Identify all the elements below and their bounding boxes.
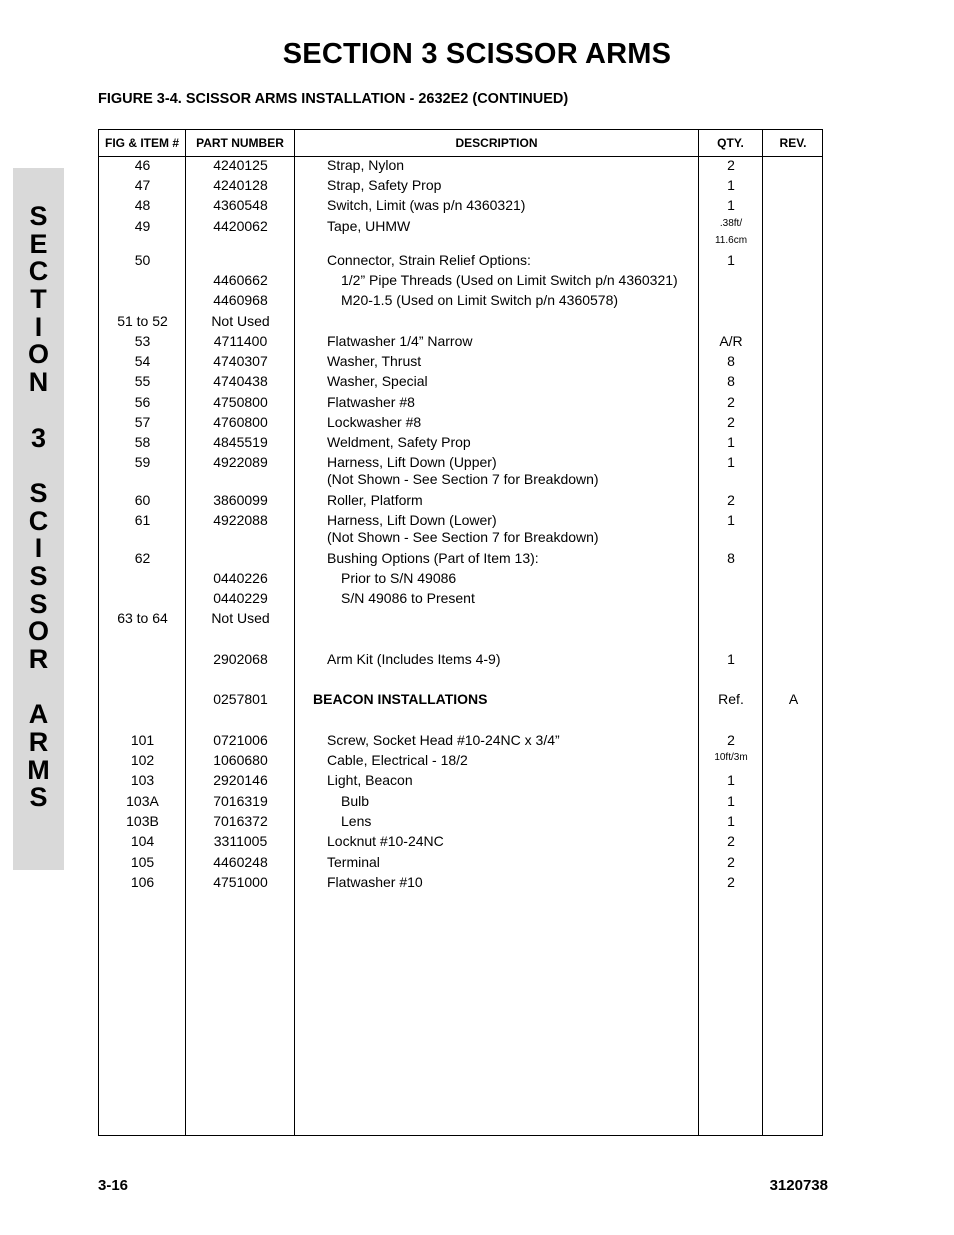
fig-item-cell: 104 — [130, 833, 155, 849]
fig-item-cell: 60 — [134, 492, 151, 508]
qty-cell: 1 — [727, 651, 735, 667]
part-number-cell: 4750800 — [213, 394, 268, 410]
part-number-cell: 4922089 — [213, 454, 268, 470]
fig-item-cell: 53 — [134, 333, 151, 349]
part-number-cell: 4760800 — [213, 414, 268, 430]
qty-cell: 2 — [727, 874, 735, 890]
side-tab-letter: 3 — [30, 422, 47, 453]
part-number-cell: 2902068 — [213, 651, 268, 667]
fig-item-cell: 47 — [134, 177, 151, 193]
part-number-cell: Not Used — [211, 610, 270, 626]
qty-cell: 1 — [727, 512, 735, 528]
page-number: 3-16 — [98, 1177, 129, 1194]
side-tab-letter: E — [29, 228, 48, 259]
qty-cell: 2 — [727, 732, 735, 748]
part-number-cell: 4711400 — [213, 333, 268, 349]
qty-cell: 8 — [727, 353, 735, 369]
part-number-cell: 4751000 — [213, 874, 268, 890]
part-number-cell: 7016319 — [213, 793, 268, 809]
part-number-cell: 4360548 — [213, 197, 268, 213]
side-tab-letter: R — [28, 644, 49, 674]
part-number-cell: 1060680 — [213, 752, 268, 768]
parts-table — [98, 129, 823, 1136]
fig-item-cell: 103A — [126, 793, 159, 809]
fig-item-cell: 106 — [130, 874, 155, 890]
description-cell: 1/2” Pipe Threads (Used on Limit Switch p/n 4360321) — [341, 272, 678, 288]
fig-item-cell: 56 — [134, 394, 151, 410]
fig-item-cell: 58 — [134, 434, 151, 450]
description-cell: Lens — [341, 813, 372, 829]
side-tab-letter: N — [28, 367, 49, 398]
description-cell: S/N 49086 to Present — [341, 590, 475, 606]
document-number: 3120738 — [769, 1177, 828, 1194]
side-tab-letter: S — [29, 201, 48, 231]
description-cell: Flatwasher #8 — [327, 394, 415, 410]
side-tab-letter: S — [29, 588, 48, 619]
fig-item-cell: 62 — [134, 550, 151, 566]
description-cell: Strap, Safety Prop — [327, 177, 442, 193]
part-number-cell: 4240128 — [213, 177, 268, 193]
part-number-cell: 7016372 — [213, 813, 268, 829]
qty-cell: 1 — [727, 252, 735, 268]
side-tab-letter: O — [27, 339, 49, 370]
column-divider — [762, 130, 763, 1135]
qty-cell: 1 — [727, 793, 735, 809]
side-tab-letter: C — [28, 505, 49, 536]
side-tab-letter: M — [27, 754, 50, 785]
fig-item-cell: 61 — [134, 512, 151, 528]
qty-cell: 1 — [727, 434, 735, 450]
part-number-cell: 4460662 — [213, 272, 268, 288]
section-title: SECTION 3 SCISSOR ARMS — [282, 38, 672, 70]
qty-cell: 1 — [727, 177, 735, 193]
fig-item-cell: 101 — [130, 732, 155, 748]
side-tab-letter: S — [29, 782, 48, 813]
fig-item-cell: 59 — [134, 454, 151, 470]
part-number-cell: 0440229 — [213, 590, 268, 606]
qty-cell: Ref. — [718, 691, 744, 707]
description-continuation-cell: (Not Shown - See Section 7 for Breakdown) — [327, 529, 599, 545]
qty-cell: 2 — [727, 394, 735, 410]
part-number-cell: 4740438 — [213, 373, 268, 389]
fig-item-cell: 103B — [126, 813, 159, 829]
part-number-cell: 4922088 — [213, 512, 268, 528]
qty-cell: 8 — [727, 550, 735, 566]
description-cell: Bulb — [341, 793, 370, 809]
fig-item-cell: 102 — [130, 752, 155, 768]
description-cell: Harness, Lift Down (Upper) — [327, 454, 497, 470]
part-number-cell: 4460968 — [213, 292, 268, 308]
header-description: DESCRIPTION — [455, 136, 538, 150]
part-number-cell: 4740307 — [213, 353, 268, 369]
fig-item-cell: 48 — [134, 197, 151, 213]
qty-cell: 2 — [727, 854, 735, 870]
description-cell: Flatwasher 1/4” Narrow — [327, 333, 473, 349]
header-part-number: PART NUMBER — [196, 136, 284, 150]
part-number-cell: 2920146 — [213, 772, 268, 788]
description-cell: Strap, Nylon — [327, 157, 405, 173]
part-number-cell: 4845519 — [213, 434, 268, 450]
description-cell: M20-1.5 (Used on Limit Switch p/n 4360578) — [341, 292, 619, 308]
fig-item-cell: 105 — [130, 854, 155, 870]
qty-cell: A/R — [719, 333, 743, 349]
qty-cell: 2 — [727, 833, 735, 849]
side-tab-letter: S — [29, 560, 48, 591]
rev-cell: A — [788, 691, 799, 707]
qty-cell: 2 — [727, 414, 735, 430]
side-tab-letter: C — [28, 256, 49, 287]
qty-cell: 1 — [727, 772, 735, 788]
description-cell: Harness, Lift Down (Lower) — [327, 512, 497, 528]
description-cell: BEACON INSTALLATIONS — [313, 691, 488, 707]
description-continuation-cell: (Not Shown - See Section 7 for Breakdown) — [327, 471, 599, 487]
part-number-cell: 4460248 — [213, 854, 268, 870]
fig-item-cell: 63 to 64 — [117, 610, 168, 626]
qty-cell: 2 — [727, 492, 735, 508]
qty-cell: 8 — [727, 373, 735, 389]
qty-cell: .38ft/ — [719, 218, 743, 229]
fig-item-cell: 50 — [134, 252, 151, 268]
description-cell: Flatwasher #10 — [327, 874, 423, 890]
qty-cell: 2 — [727, 157, 735, 173]
qty-cell: 10ft/3m — [714, 752, 748, 763]
fig-item-cell: 49 — [134, 218, 151, 234]
description-cell: Washer, Special — [327, 373, 428, 389]
description-cell: Bushing Options (Part of Item 13): — [327, 550, 539, 566]
fig-item-cell: 54 — [134, 353, 151, 369]
side-tab-letter: A — [28, 699, 49, 730]
fig-item-cell: 51 to 52 — [117, 313, 168, 329]
description-cell: Connector, Strain Relief Options: — [327, 252, 531, 268]
side-tab-letter: S — [29, 477, 48, 508]
part-number-cell: 0440226 — [213, 570, 268, 586]
qty-cell: 1 — [727, 454, 735, 470]
description-cell: Tape, UHMW — [327, 218, 411, 234]
description-cell: Roller, Platform — [327, 492, 423, 508]
description-cell: Screw, Socket Head #10-24NC x 3/4” — [327, 732, 560, 748]
side-tab-letter: I — [34, 311, 43, 342]
part-number-cell: 0721006 — [213, 732, 268, 748]
part-number-cell: Not Used — [211, 313, 270, 329]
side-tab-letter: T — [30, 284, 47, 315]
side-tab-letter: R — [28, 727, 49, 758]
qty-continuation-cell: 11.6cm — [714, 235, 748, 246]
fig-item-cell: 55 — [134, 373, 151, 389]
description-cell: Cable, Electrical - 18/2 — [327, 752, 468, 768]
description-cell: Arm Kit (Includes Items 4-9) — [327, 651, 501, 667]
fig-item-cell: 46 — [134, 157, 151, 173]
figure-title: FIGURE 3-4. SCISSOR ARMS INSTALLATION - 2632E2 (CONTINUED) — [98, 91, 569, 107]
header-rev: REV. — [779, 136, 807, 150]
description-cell: Switch, Limit (was p/n 4360321) — [327, 197, 526, 213]
section-side-tab — [13, 168, 64, 870]
header-qty: QTY. — [717, 136, 744, 150]
description-cell: Washer, Thrust — [327, 353, 422, 369]
fig-item-cell: 57 — [134, 414, 151, 430]
side-tab-letters — [13, 203, 64, 812]
part-number-cell: 4240125 — [213, 157, 268, 173]
description-cell: Terminal — [327, 854, 380, 870]
side-tab-letter: O — [27, 616, 49, 647]
description-cell: Locknut #10-24NC — [327, 833, 444, 849]
description-cell: Weldment, Safety Prop — [327, 434, 471, 450]
qty-cell: 1 — [727, 197, 735, 213]
side-tab-letter: I — [34, 533, 43, 564]
fig-item-cell: 103 — [130, 772, 155, 788]
description-cell: Prior to S/N 49086 — [341, 570, 457, 586]
part-number-cell: 3860099 — [213, 492, 268, 508]
header-fig-item: FIG & ITEM # — [104, 136, 179, 150]
part-number-cell: 0257801 — [213, 691, 268, 707]
qty-cell: 1 — [727, 813, 735, 829]
description-cell: Light, Beacon — [327, 772, 413, 788]
description-cell: Lockwasher #8 — [327, 414, 422, 430]
part-number-cell: 4420062 — [213, 218, 268, 234]
part-number-cell: 3311005 — [213, 833, 268, 849]
